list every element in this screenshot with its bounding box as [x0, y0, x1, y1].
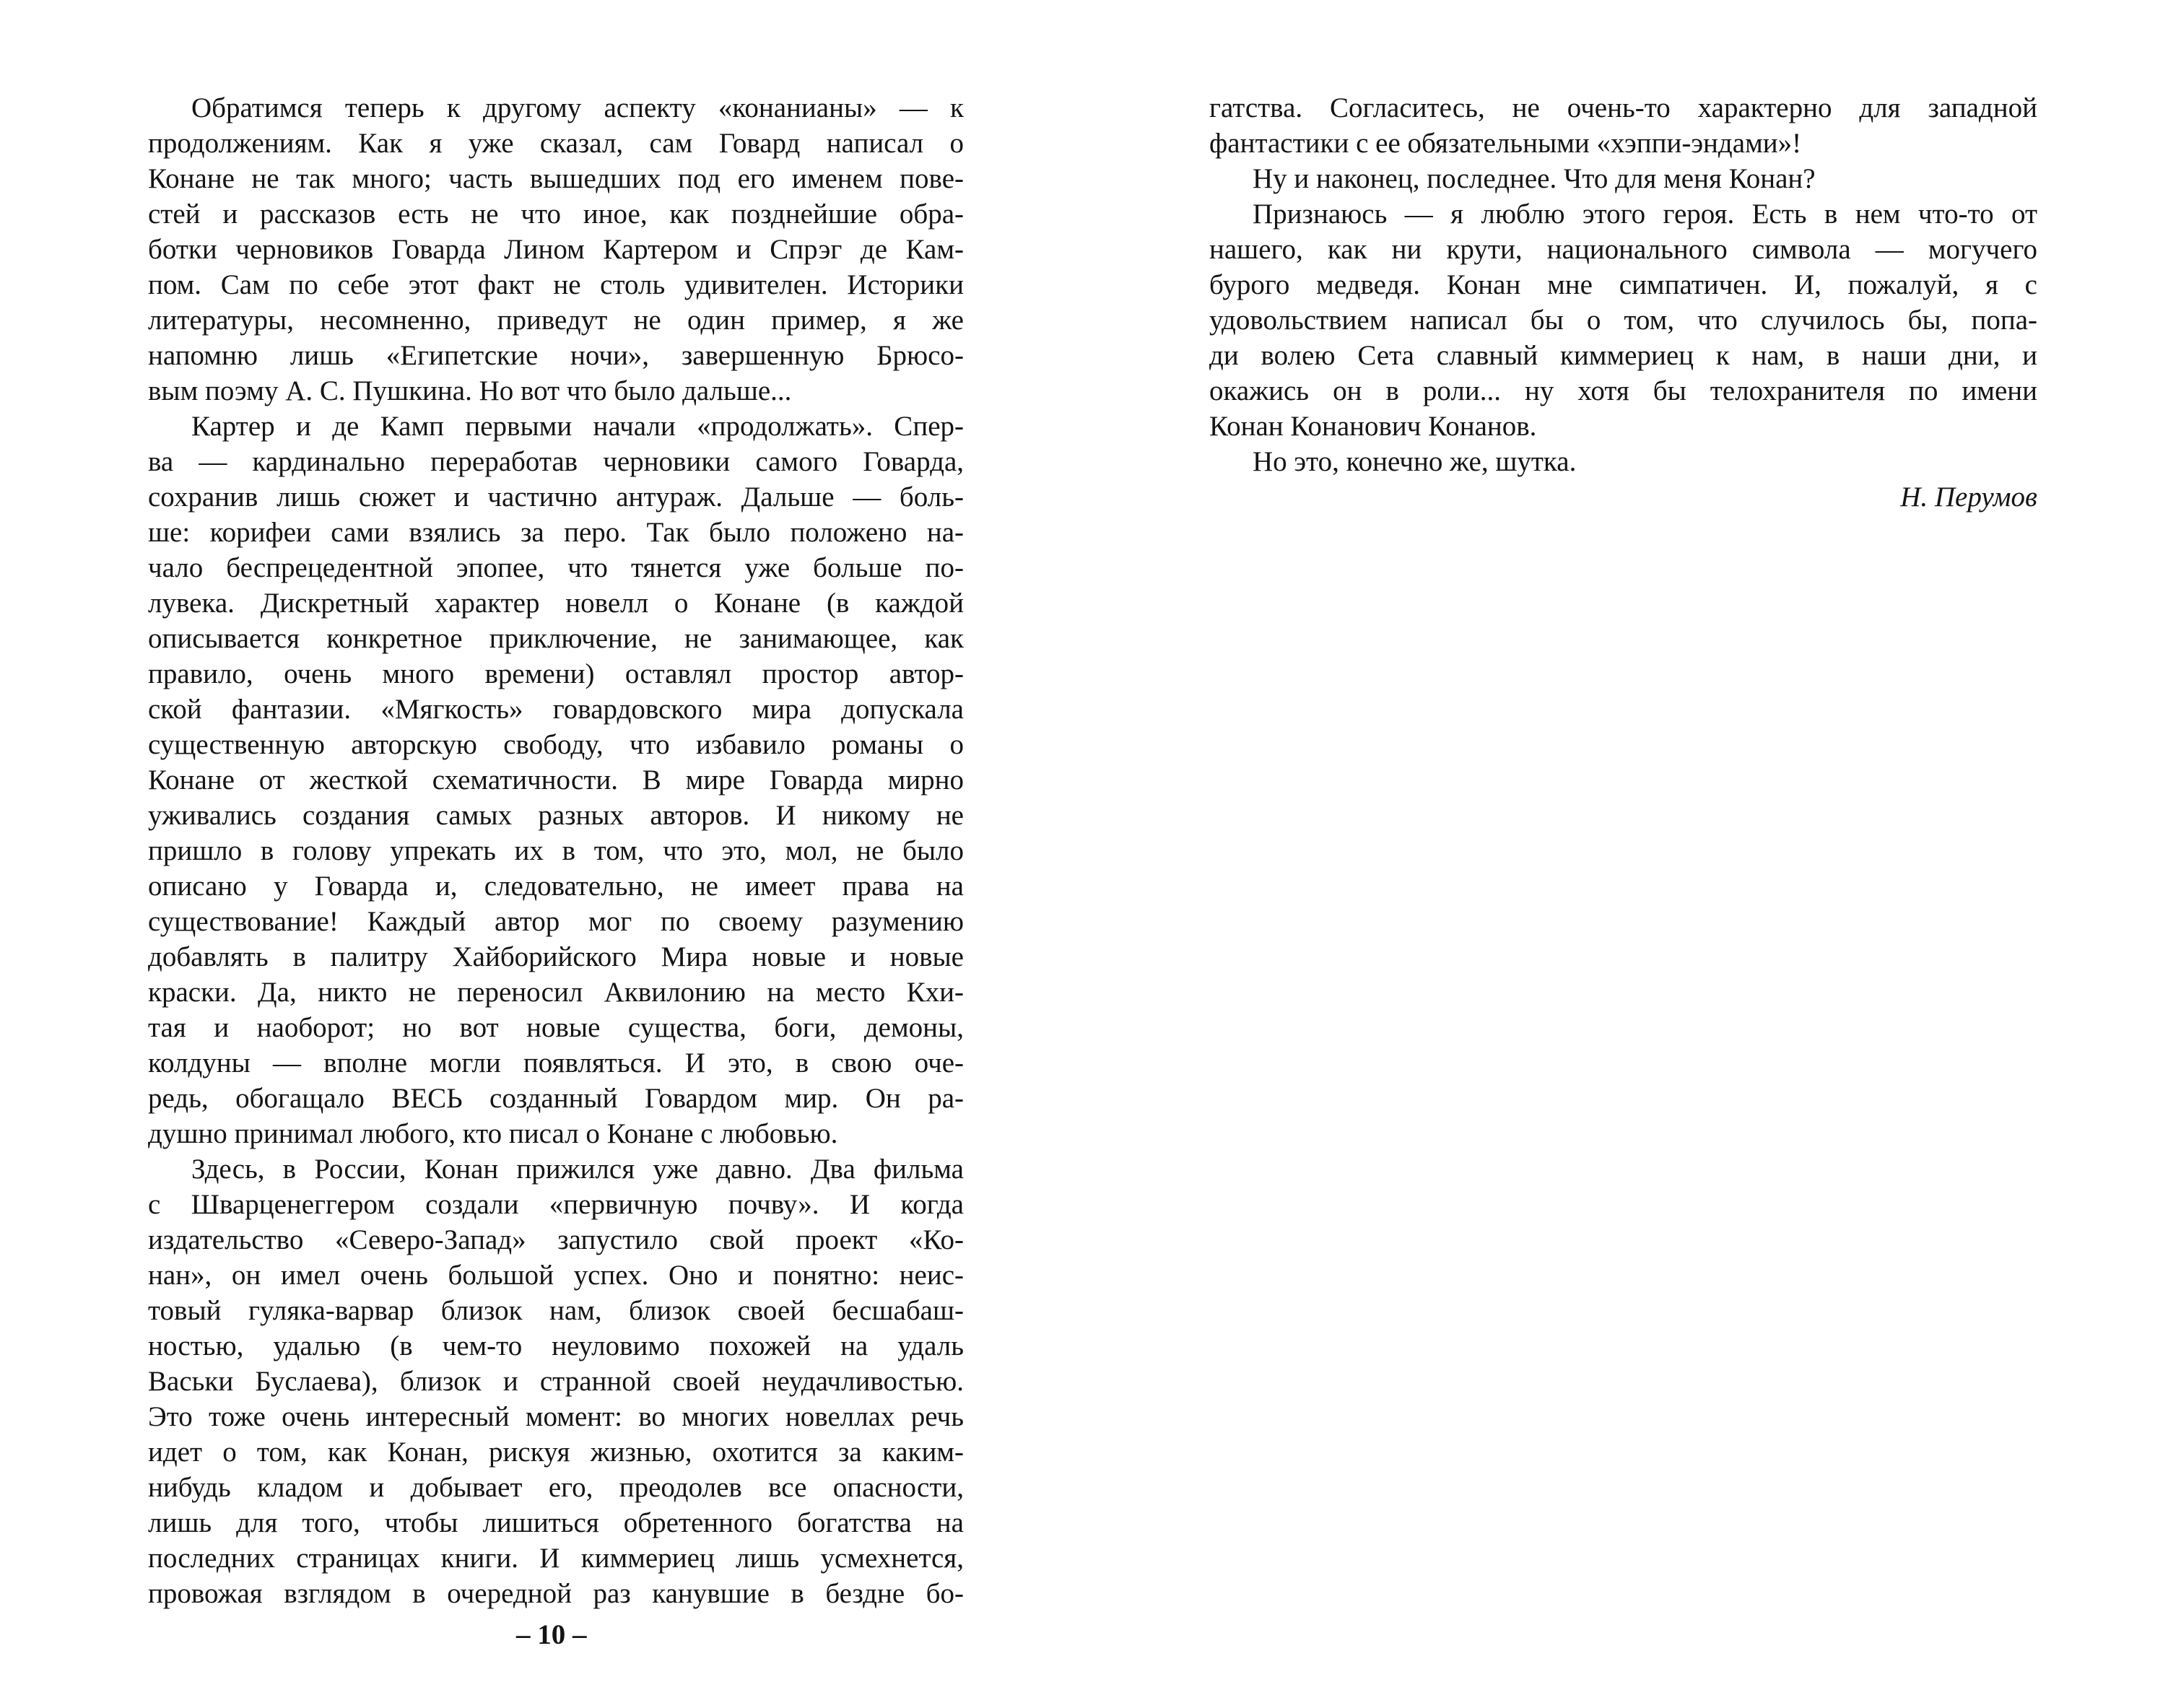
- text-line: напомню лишь «Египетские ночи», завершенную Брюсо-: [148, 340, 964, 371]
- text-line: ва — кардинально переработав черновики самого Говарда,: [148, 446, 964, 477]
- text-line: Васьки Буслаева), близок и странной своей неудачливостью.: [148, 1366, 964, 1397]
- text-line: тая и наоборот; но вот новые существа, боги, демоны,: [148, 1012, 964, 1043]
- text-line: добавлять в палитру Хайборийского Мира новые и новые: [148, 941, 964, 972]
- text-line: существенную авторскую свободу, что избавило романы о: [148, 729, 964, 760]
- text-line: литературы, несомненно, приведут не один пример, я же: [148, 305, 964, 336]
- text-line: лувека. Дискретный характер новелл о Конане (в каждой: [148, 588, 964, 619]
- text-line: идет о том, как Конан, рискуя жизнью, охотится за каким-: [148, 1437, 964, 1468]
- left-page: [0, 0, 1083, 1708]
- right-page: [1083, 0, 2168, 1708]
- text-line: последних страницах книги. И киммериец лишь усмехнется,: [148, 1543, 964, 1574]
- text-line: Конан Конанович Конанов.: [1209, 411, 1537, 442]
- text-line: пом. Сам по себе этот факт не столь удивителен. Историки: [148, 269, 964, 300]
- text-line: уживались создания самых разных авторов. И никому не: [148, 800, 964, 831]
- text-line: Здесь, в России, Конан прижился уже давно. Два фильма: [191, 1154, 964, 1185]
- text-line: Конане не так много; часть вышедших под его именем пове-: [148, 163, 964, 194]
- text-line: Это тоже очень интересный момент: во многих новеллах речь: [148, 1401, 964, 1432]
- text-line: окажись он в роли... ну хотя бы телохранителя по имени: [1209, 375, 2037, 406]
- text-line: продолжениям. Как я уже сказал, сам Говард написал о: [148, 128, 964, 159]
- text-line: нибудь кладом и добывает его, преодолев все опасности,: [148, 1472, 964, 1503]
- text-line: ской фантазии. «Мягкость» говардовского мира допускала: [148, 694, 964, 725]
- text-line: описывается конкретное приключение, не занимающее, как: [148, 623, 964, 654]
- text-line: стей и рассказов есть не что иное, как позднейшие обра-: [148, 199, 964, 230]
- text-line: краски. Да, никто не переносил Аквилонию на место Кхи-: [148, 977, 964, 1008]
- text-line: существование! Каждый автор мог по своему разумению: [148, 906, 964, 937]
- text-line: Обратимся теперь к другому аспекту «конанианы» — к: [191, 92, 964, 123]
- text-line: ди волею Сета славный киммериец к нам, в наши дни, и: [1209, 340, 2037, 371]
- text-line: ше: корифеи сами взялись за перо. Так было положено на-: [148, 517, 964, 548]
- text-line: нашего, как ни крути, национального символа — могучего: [1209, 234, 2037, 265]
- text-line: товый гуляка-варвар близок нам, близок своей бесшабаш-: [148, 1295, 964, 1326]
- page-number: – 10 –: [516, 1619, 587, 1650]
- text-line: вым поэму А. С. Пушкина. Но вот что было дальше...: [148, 375, 792, 406]
- text-line: с Шварценеггером создали «первичную почву». И когда: [148, 1189, 964, 1220]
- text-line: чало беспрецедентной эпопее, что тянется уже больше по-: [148, 552, 964, 583]
- text-line: издательство «Северо-Запад» запустило свой проект «Ко-: [148, 1224, 964, 1255]
- text-line: бурого медведя. Конан мне симпатичен. И, пожалуй, я с: [1209, 269, 2037, 300]
- text-line: удовольствием написал бы о том, что случилось бы, попа-: [1209, 305, 2037, 336]
- text-line: описано у Говарда и, следовательно, не имеет права на: [148, 871, 964, 902]
- text-line: правило, очень много времени) оставлял простор автор-: [148, 658, 964, 689]
- text-line: ностью, удалью (в чем-то неуловимо похожей на удаль: [148, 1330, 964, 1361]
- text-line: колдуны — вполне могли появляться. И это, в свою оче-: [148, 1047, 964, 1079]
- text-line: Но это, конечно же, шутка.: [1253, 446, 1577, 477]
- text-line: фантастики с ее обязательными «хэппи-эндами»!: [1209, 128, 1802, 159]
- author-signature: Н. Перумов: [1900, 482, 2037, 513]
- text-line: Признаюсь — я люблю этого героя. Есть в нем что-то от: [1253, 199, 2037, 230]
- text-line: душно принимал любого, кто писал о Конане с любовью.: [148, 1118, 838, 1149]
- text-line: нан», он имел очень большой успех. Оно и понятно: неис-: [148, 1260, 964, 1291]
- text-line: ботки черновиков Говарда Лином Картером и Спрэг де Кам-: [148, 234, 964, 265]
- text-line: лишь для того, чтобы лишиться обретенного богатства на: [148, 1507, 964, 1538]
- text-line: Картер и де Камп первыми начали «продолжать». Спер-: [191, 411, 964, 442]
- text-line: гатства. Согласитесь, не очень-то характерно для западной: [1209, 92, 2037, 123]
- text-line: Ну и наконец, последнее. Что для меня Конан?: [1253, 163, 1816, 194]
- text-line: пришло в голову упрекать их в том, что это, мол, не было: [148, 835, 964, 866]
- text-line: провожая взглядом в очередной раз канувшие в бездне бо-: [148, 1578, 964, 1609]
- text-line: Конане от жесткой схематичности. В мире Говарда мирно: [148, 764, 964, 796]
- text-line: редь, обогащало ВЕСЬ созданный Говардом мир. Он ра-: [148, 1083, 964, 1114]
- text-line: сохранив лишь сюжет и частично антураж. Дальше — боль-: [148, 482, 964, 513]
